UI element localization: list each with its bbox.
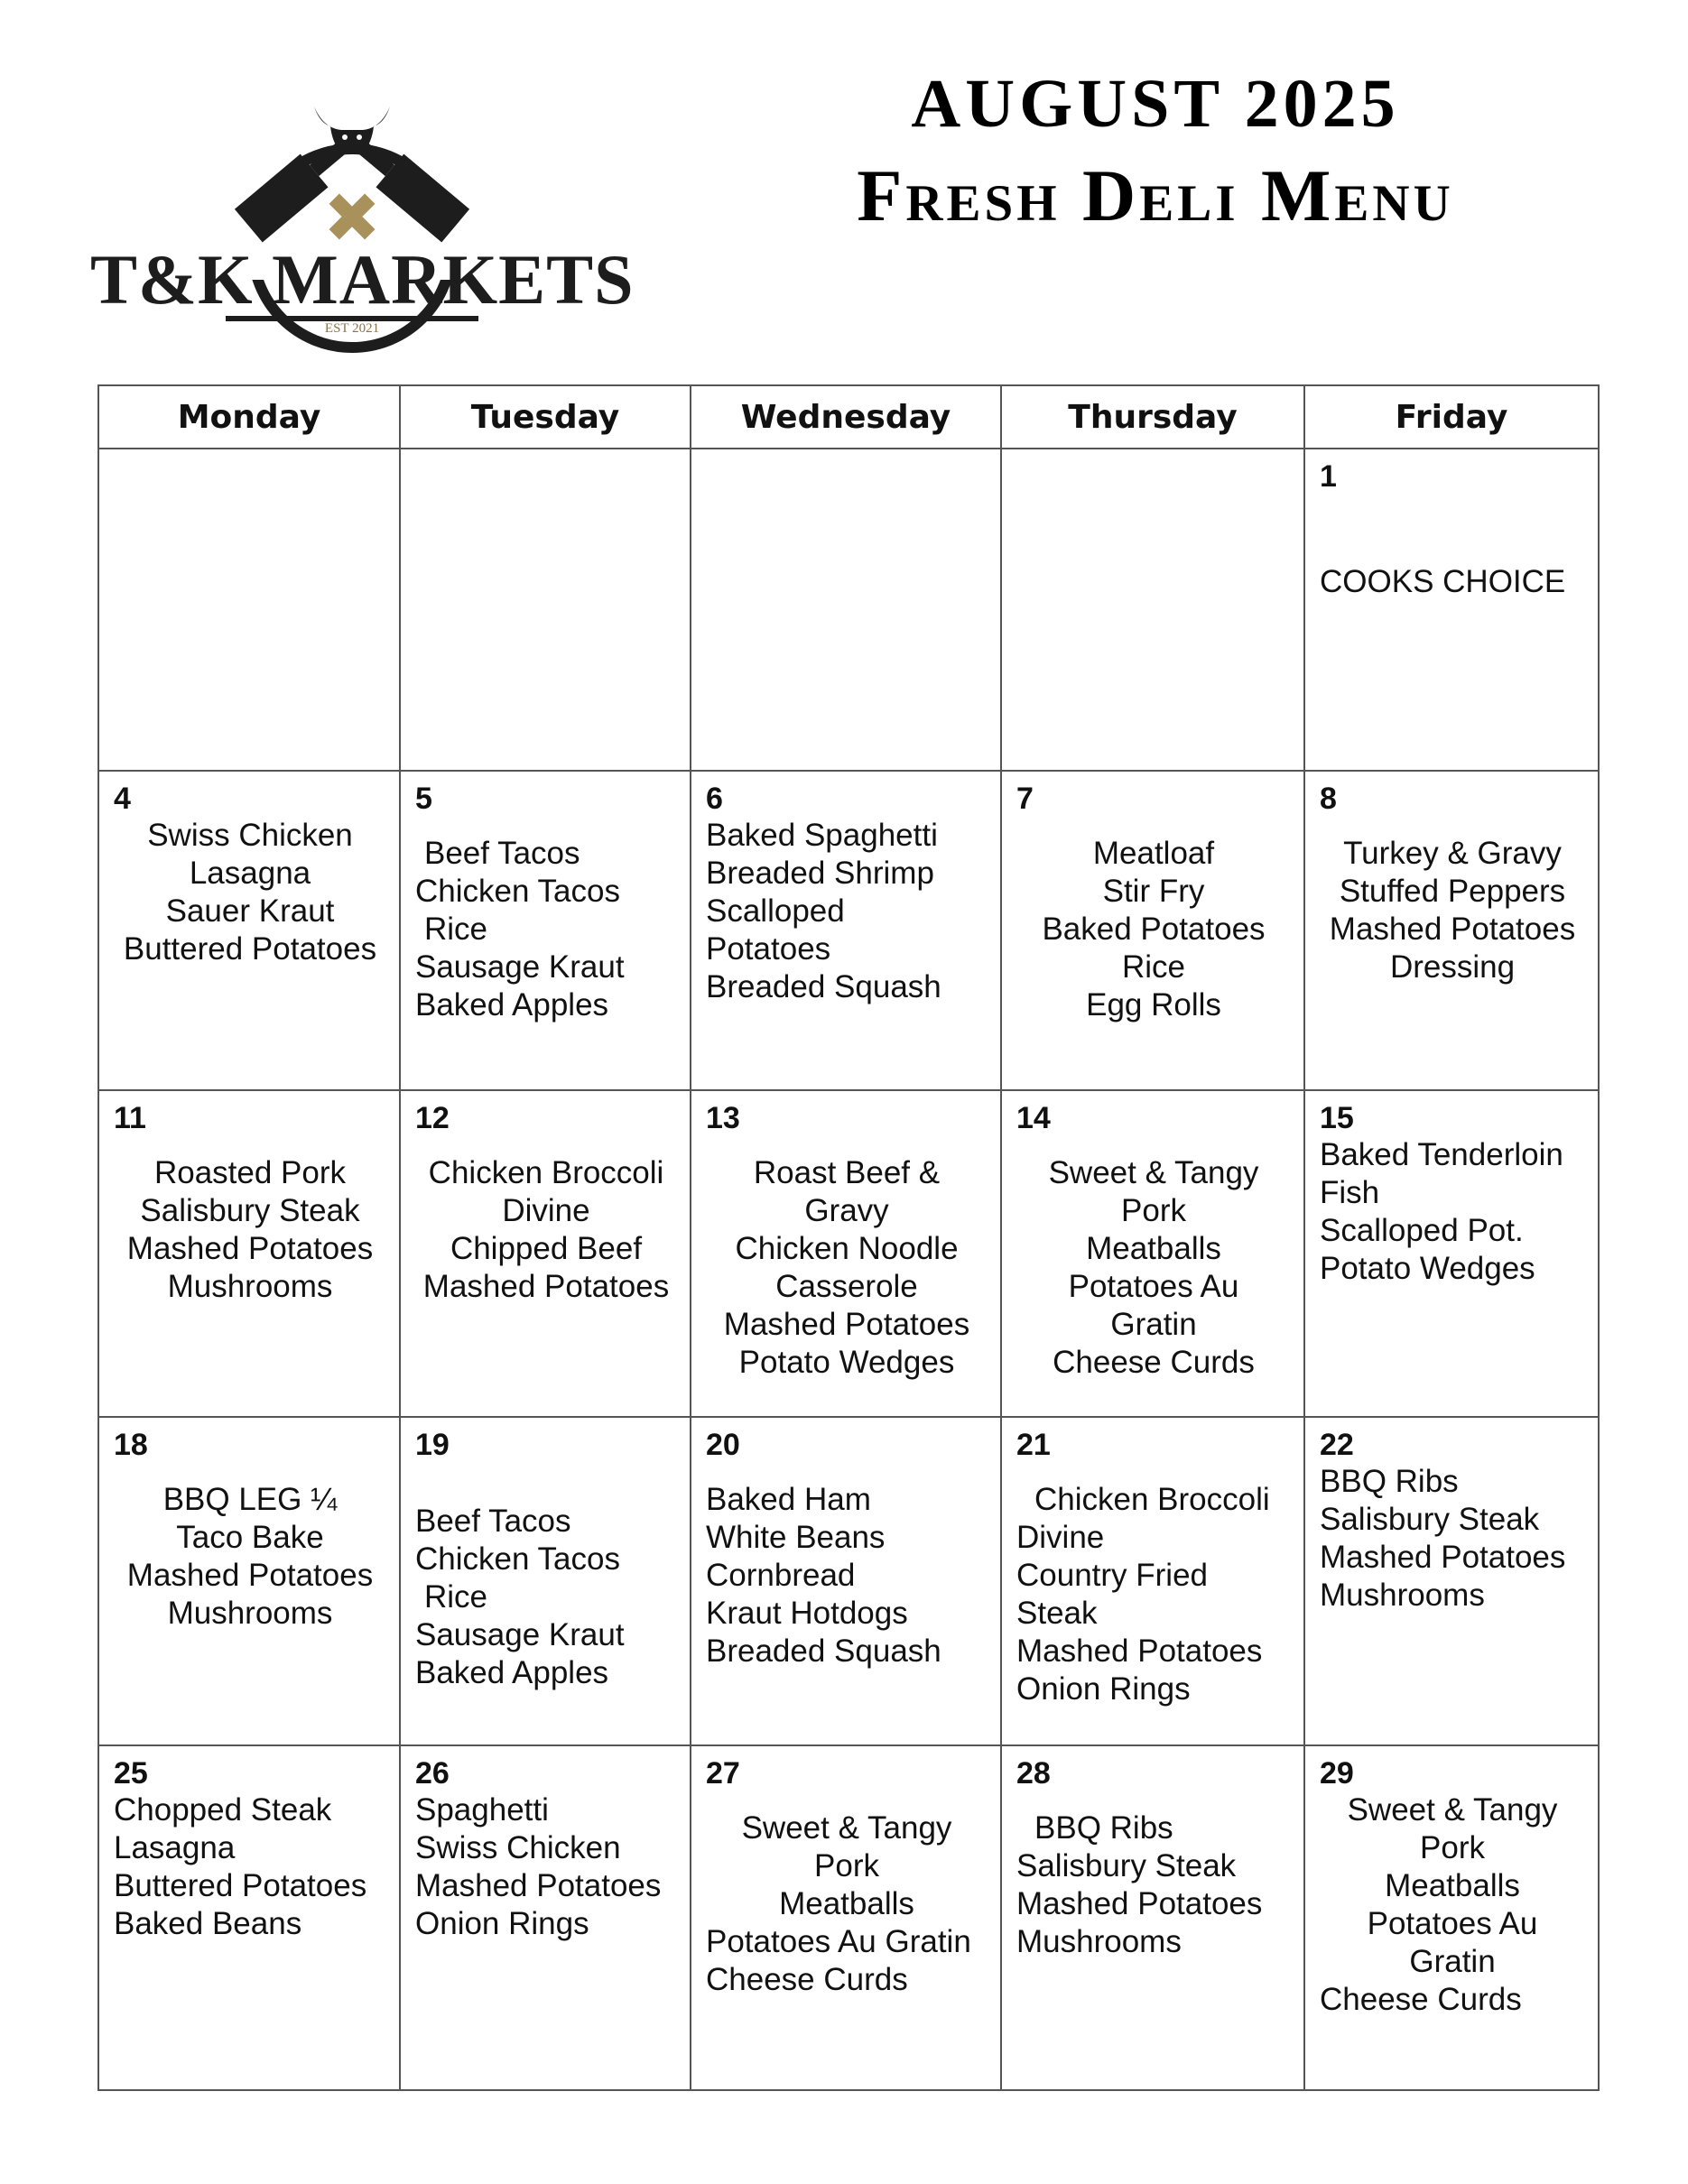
menu-items — [1016, 1791, 1291, 1961]
day-cell — [400, 1745, 691, 2090]
menu-item: Potato Wedges — [1320, 1251, 1535, 1286]
menu-item: Mushrooms — [1320, 1578, 1485, 1613]
menu-items — [1320, 495, 1585, 601]
menu-item: Chipped Beef — [450, 1231, 643, 1266]
day-cell-empty — [400, 449, 691, 771]
day-cell — [1304, 1417, 1599, 1745]
menu-item: Egg Rolls — [1086, 987, 1221, 1023]
menu-item: Stuffed Peppers — [1339, 874, 1566, 909]
menu-item: Breaded Shrimp — [706, 856, 934, 891]
menu-item: Chicken Tacos — [415, 874, 620, 909]
day-number: 13 — [706, 1101, 740, 1135]
logo-established: EST 2021 — [324, 321, 380, 336]
menu-item: Onion Rings — [1016, 1671, 1191, 1707]
menu-item: Mashed Potatoes — [415, 1868, 662, 1903]
menu-items — [114, 1136, 386, 1306]
week-row — [98, 449, 1599, 771]
menu-item: Sweet & Tangy — [1347, 1792, 1558, 1828]
menu-item: COOKS CHOICE — [1320, 564, 1566, 599]
menu-item: Roasted Pork — [153, 1155, 347, 1190]
menu-item: Buttered Potatoes — [123, 931, 377, 967]
day-number: 5 — [415, 782, 432, 816]
menu-item: Breaded Squash — [706, 1633, 941, 1669]
day-number: 1 — [1320, 459, 1337, 494]
menu-item: Baked Apples — [415, 1655, 609, 1690]
day-number: 28 — [1016, 1756, 1051, 1791]
menu-items — [415, 817, 677, 1024]
menu-item: Divine — [1016, 1520, 1105, 1555]
menu-item: Breaded Squash — [706, 969, 941, 1004]
day-cell — [1304, 1090, 1599, 1417]
menu-item: Beef Tacos — [415, 1504, 571, 1539]
menu-item: Rice — [1121, 949, 1186, 985]
day-number: 7 — [1016, 782, 1034, 816]
menu-item: Chicken Broccoli — [428, 1155, 664, 1190]
menu-item: Casserole — [775, 1269, 918, 1304]
menu-item: Cheese Curds — [1320, 1982, 1522, 2017]
menu-calendar — [97, 384, 1600, 2091]
menu-item: BBQ LEG ¼ — [162, 1482, 338, 1517]
day-number: 26 — [415, 1756, 450, 1791]
day-number: 15 — [1320, 1101, 1354, 1135]
menu-item: Gratin — [1110, 1307, 1197, 1342]
menu-item: Rice — [424, 912, 488, 947]
menu-item: Mashed Potatoes — [126, 1231, 374, 1266]
menu-item: Pork — [1420, 1830, 1485, 1865]
menu-items — [415, 1463, 677, 1692]
day-cell — [691, 1090, 1001, 1417]
menu-item: Country Fried — [1016, 1558, 1209, 1593]
day-cell — [1304, 1745, 1599, 2090]
menu-subtitle: Fresh Deli Menu — [857, 154, 1454, 236]
menu-items — [415, 1791, 677, 1943]
day-number: 21 — [1016, 1428, 1051, 1462]
day-cell-empty — [1001, 449, 1304, 771]
menu-items — [1320, 1791, 1585, 2019]
day-cell — [98, 1090, 400, 1417]
menu-items — [114, 1791, 386, 1943]
menu-item: Potatoes Au — [1367, 1906, 1538, 1941]
day-cell — [1304, 449, 1599, 771]
menu-items — [706, 817, 988, 1006]
menu-items — [114, 1463, 386, 1633]
day-number: 14 — [1016, 1101, 1051, 1135]
menu-item: Salisbury Steak — [140, 1193, 360, 1228]
menu-items — [1016, 817, 1291, 1024]
menu-item: Scalloped Pot. — [1320, 1213, 1524, 1248]
day-cell — [691, 1745, 1001, 2090]
menu-item: Potatoes Au — [1068, 1269, 1239, 1304]
menu-items — [1320, 1136, 1585, 1288]
menu-item: Meatballs — [1086, 1231, 1221, 1266]
weekday-header: Friday — [1304, 385, 1599, 449]
day-number: 11 — [114, 1101, 146, 1135]
day-number: 6 — [706, 782, 723, 816]
menu-items — [114, 817, 386, 968]
menu-item: Baked Spaghetti — [706, 818, 938, 853]
menu-item: Baked Apples — [415, 987, 609, 1023]
menu-month-title: AUGUST 2025 — [911, 66, 1400, 142]
menu-item: Baked Beans — [114, 1906, 302, 1941]
weekday-header: Monday — [98, 385, 400, 449]
day-cell — [1001, 1090, 1304, 1417]
menu-item: Cornbread — [706, 1558, 856, 1593]
menu-item: Potatoes Au Gratin — [706, 1924, 971, 1959]
menu-item: Buttered Potatoes — [114, 1868, 367, 1903]
menu-item: Mashed Potatoes — [1016, 1886, 1263, 1921]
menu-items — [1320, 817, 1585, 986]
menu-item: Mashed Potatoes — [422, 1269, 670, 1304]
menu-item: Lasagna — [114, 1830, 236, 1865]
menu-item: Cheese Curds — [1053, 1345, 1255, 1380]
menu-item: Spaghetti — [415, 1792, 549, 1828]
menu-item: Baked Potatoes — [1042, 912, 1266, 947]
day-cell — [400, 1090, 691, 1417]
menu-item: Divine — [502, 1193, 590, 1228]
logo-wordmark: T&K MARKETS — [90, 240, 635, 319]
menu-items — [706, 1791, 988, 1999]
menu-item: Chicken Tacos — [415, 1541, 620, 1577]
day-cell — [1001, 1417, 1304, 1745]
menu-items — [1016, 1136, 1291, 1382]
day-cell — [98, 1417, 400, 1745]
menu-item: Pork — [814, 1848, 879, 1883]
menu-items — [706, 1136, 988, 1382]
menu-item: Sweet & Tangy — [1048, 1155, 1259, 1190]
menu-item: Baked Tenderloin — [1320, 1137, 1563, 1172]
day-number: 4 — [114, 782, 131, 816]
menu-item: Stir Fry — [1102, 874, 1205, 909]
day-cell — [1001, 1745, 1304, 2090]
menu-item: Steak — [1016, 1596, 1098, 1631]
week-row — [98, 1090, 1599, 1417]
day-number: 27 — [706, 1756, 740, 1791]
menu-item: Sauer Kraut — [165, 893, 335, 929]
menu-items — [415, 1136, 677, 1306]
weekday-header: Thursday — [1001, 385, 1304, 449]
cleaver-bull-emblem-icon — [90, 90, 635, 361]
menu-item: Mashed Potatoes — [723, 1307, 970, 1342]
menu-item: Swiss Chicken — [147, 818, 353, 853]
menu-item: Turkey & Gravy — [1343, 836, 1562, 871]
menu-item: Pork — [1121, 1193, 1186, 1228]
week-row — [98, 1417, 1599, 1745]
menu-item: Chicken Noodle — [735, 1231, 959, 1266]
menu-item: BBQ Ribs — [1320, 1464, 1459, 1499]
menu-item: Mashed Potatoes — [1329, 912, 1576, 947]
day-cell-empty — [691, 449, 1001, 771]
menu-item: Kraut Hotdogs — [706, 1596, 908, 1631]
menu-item: Rice — [424, 1579, 488, 1615]
weekday-header: Wednesday — [691, 385, 1001, 449]
menu-item: Roast Beef & — [753, 1155, 941, 1190]
day-cell — [1001, 771, 1304, 1090]
menu-item: Fish — [1320, 1175, 1380, 1210]
menu-item: Salisbury Steak — [1016, 1848, 1237, 1883]
day-number: 18 — [114, 1428, 148, 1462]
menu-item: Onion Rings — [415, 1906, 589, 1941]
menu-item: Dressing — [1389, 949, 1516, 985]
menu-item: Beef Tacos — [424, 836, 580, 871]
menu-items — [1016, 1463, 1291, 1708]
day-cell — [400, 1417, 691, 1745]
day-cell — [1304, 771, 1599, 1090]
day-cell — [400, 771, 691, 1090]
menu-item: Potatoes — [706, 931, 831, 967]
day-cell — [98, 771, 400, 1090]
day-number: 20 — [706, 1428, 740, 1462]
day-cell — [691, 1417, 1001, 1745]
day-cell — [98, 1745, 400, 2090]
menu-item: Lasagna — [189, 856, 311, 891]
menu-item: Chicken Broccoli — [1034, 1482, 1270, 1517]
menu-item: Meatballs — [779, 1886, 914, 1921]
menu-item: White Beans — [706, 1520, 886, 1555]
day-number: 19 — [415, 1428, 450, 1462]
menu-item: Mushrooms — [167, 1269, 333, 1304]
menu-item: BBQ Ribs — [1034, 1810, 1173, 1846]
weekday-header-row — [98, 385, 1599, 449]
menu-item: Chopped Steak — [114, 1792, 332, 1828]
menu-item: Meatballs — [1385, 1868, 1520, 1903]
day-number: 8 — [1320, 782, 1337, 816]
menu-items — [1320, 1463, 1585, 1615]
day-cell-empty — [98, 449, 400, 771]
menu-item: Mashed Potatoes — [1320, 1540, 1566, 1575]
menu-item: Scalloped — [706, 893, 845, 929]
menu-item: Sausage Kraut — [415, 1617, 625, 1652]
menu-item: Sausage Kraut — [415, 949, 625, 985]
menu-items — [706, 1463, 988, 1670]
week-row — [98, 1745, 1599, 2090]
menu-item: Salisbury Steak — [1320, 1502, 1540, 1537]
menu-item: Baked Ham — [706, 1482, 871, 1517]
menu-item: Cheese Curds — [706, 1962, 908, 1997]
day-number: 29 — [1320, 1756, 1354, 1791]
menu-item: Mushrooms — [167, 1596, 333, 1631]
day-number: 22 — [1320, 1428, 1354, 1462]
menu-item: Swiss Chicken — [415, 1830, 621, 1865]
day-cell — [691, 771, 1001, 1090]
day-number: 12 — [415, 1101, 450, 1135]
day-number: 25 — [114, 1756, 148, 1791]
menu-item: Taco Bake — [176, 1520, 324, 1555]
menu-item: Mushrooms — [1016, 1924, 1182, 1959]
menu-item: Gravy — [804, 1193, 889, 1228]
menu-item: Gratin — [1409, 1944, 1496, 1979]
menu-item: Mashed Potatoes — [1016, 1633, 1263, 1669]
week-row — [98, 771, 1599, 1090]
menu-item: Sweet & Tangy — [741, 1810, 952, 1846]
menu-item: Meatloaf — [1092, 836, 1215, 871]
weekday-header: Tuesday — [400, 385, 691, 449]
tk-markets-logo — [90, 90, 635, 361]
menu-item: Mashed Potatoes — [126, 1558, 374, 1593]
menu-item: Potato Wedges — [738, 1345, 955, 1380]
